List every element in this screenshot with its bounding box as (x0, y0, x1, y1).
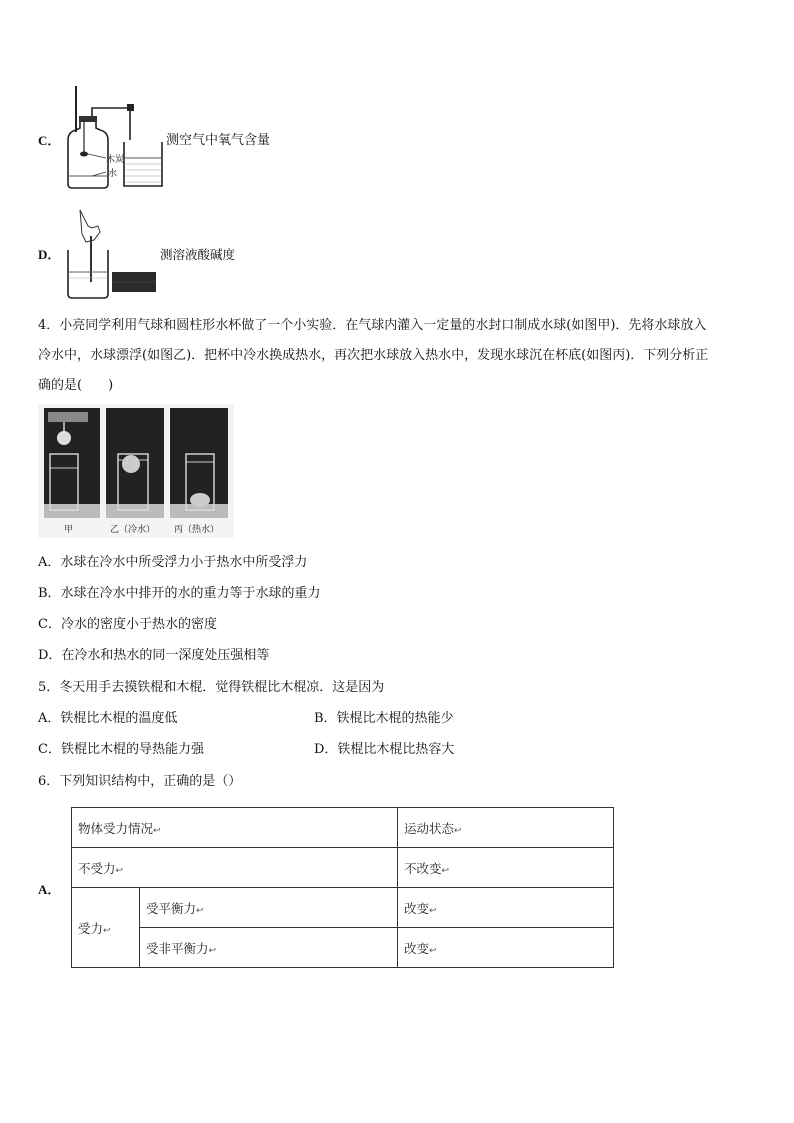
q5-option-a: A．铁棍比木棍的温度低 (38, 711, 178, 726)
option-c-caption: 测空气中氧气含量 (166, 133, 271, 148)
group-force-cell: 受力↩ (72, 888, 140, 968)
q6-stem: 6．下列知识结构中，正确的是（） (38, 774, 242, 789)
row3-force-cell: 受非平衡力↩ (140, 928, 398, 968)
table-row (72, 848, 614, 888)
option-d-caption: 测溶液酸碱度 (160, 247, 236, 262)
photo-label-jia: 甲 (64, 525, 74, 535)
table-header-row (72, 808, 614, 848)
q5-option-c: C．铁棍比木棍的导热能力强 (38, 742, 204, 757)
option-c-label: C． (38, 133, 61, 148)
row1-motion-cell: 不改变↩ (398, 848, 614, 888)
q4-option-b: B．水球在冷水中排开的水的重力等于水球的重力 (38, 586, 321, 601)
q4-option-c: C．冷水的密度小于热水的密度 (38, 617, 217, 632)
row2-force-cell: 受平衡力↩ (140, 888, 398, 928)
ph-test-diagram (64, 206, 160, 302)
q6-option-a-label: A． (38, 882, 61, 897)
row2-motion-cell: 改变↩ (398, 888, 614, 928)
q5-stem: 5．冬天用手去摸铁棍和木棍．觉得铁棍比木棍凉．这是因为 (38, 680, 385, 695)
q5-option-d: D．铁棍比木棍比热容大 (314, 742, 455, 757)
photo-label-yi: 乙（冷水） (110, 525, 156, 535)
q4-option-d: D．在冷水和热水的同一深度处压强相等 (38, 648, 270, 663)
q4-option-a: A．水球在冷水中所受浮力小于热水中所受浮力 (38, 555, 308, 570)
option-d-label: D． (38, 247, 61, 262)
row1-force-cell: 不受力↩ (72, 848, 398, 888)
table-row (72, 888, 614, 928)
knowledge-structure-table (71, 807, 614, 968)
header-force-cell: 物体受力情况↩ (72, 808, 398, 848)
charcoal-annotation: 木炭 (106, 155, 125, 165)
header-motion-cell: 运动状态↩ (398, 808, 614, 848)
water-annotation: 水 (108, 169, 118, 179)
q4-stem-line2: 冷水中，水球漂浮(如图乙)．把杯中冷水换成热水，再次把水球放入热水中，发现水球沉在杯底(如图丙)．下列分析正 (38, 348, 709, 363)
q4-stem-line3: 确的是( ) (38, 378, 114, 393)
q5-option-b: B．铁棍比木棍的热能少 (314, 711, 454, 726)
oxygen-apparatus-diagram (58, 84, 170, 192)
row3-motion-cell: 改变↩ (398, 928, 614, 968)
water-balloon-photo (38, 404, 234, 538)
table-row (72, 928, 614, 968)
q4-stem-line1: 4．小亮同学利用气球和圆柱形水杯做了一个小实验．在气球内灌入一定量的水封口制成水球(如图甲)．先将水球放入 (38, 318, 707, 333)
photo-label-bing: 丙（热水） (174, 525, 220, 535)
